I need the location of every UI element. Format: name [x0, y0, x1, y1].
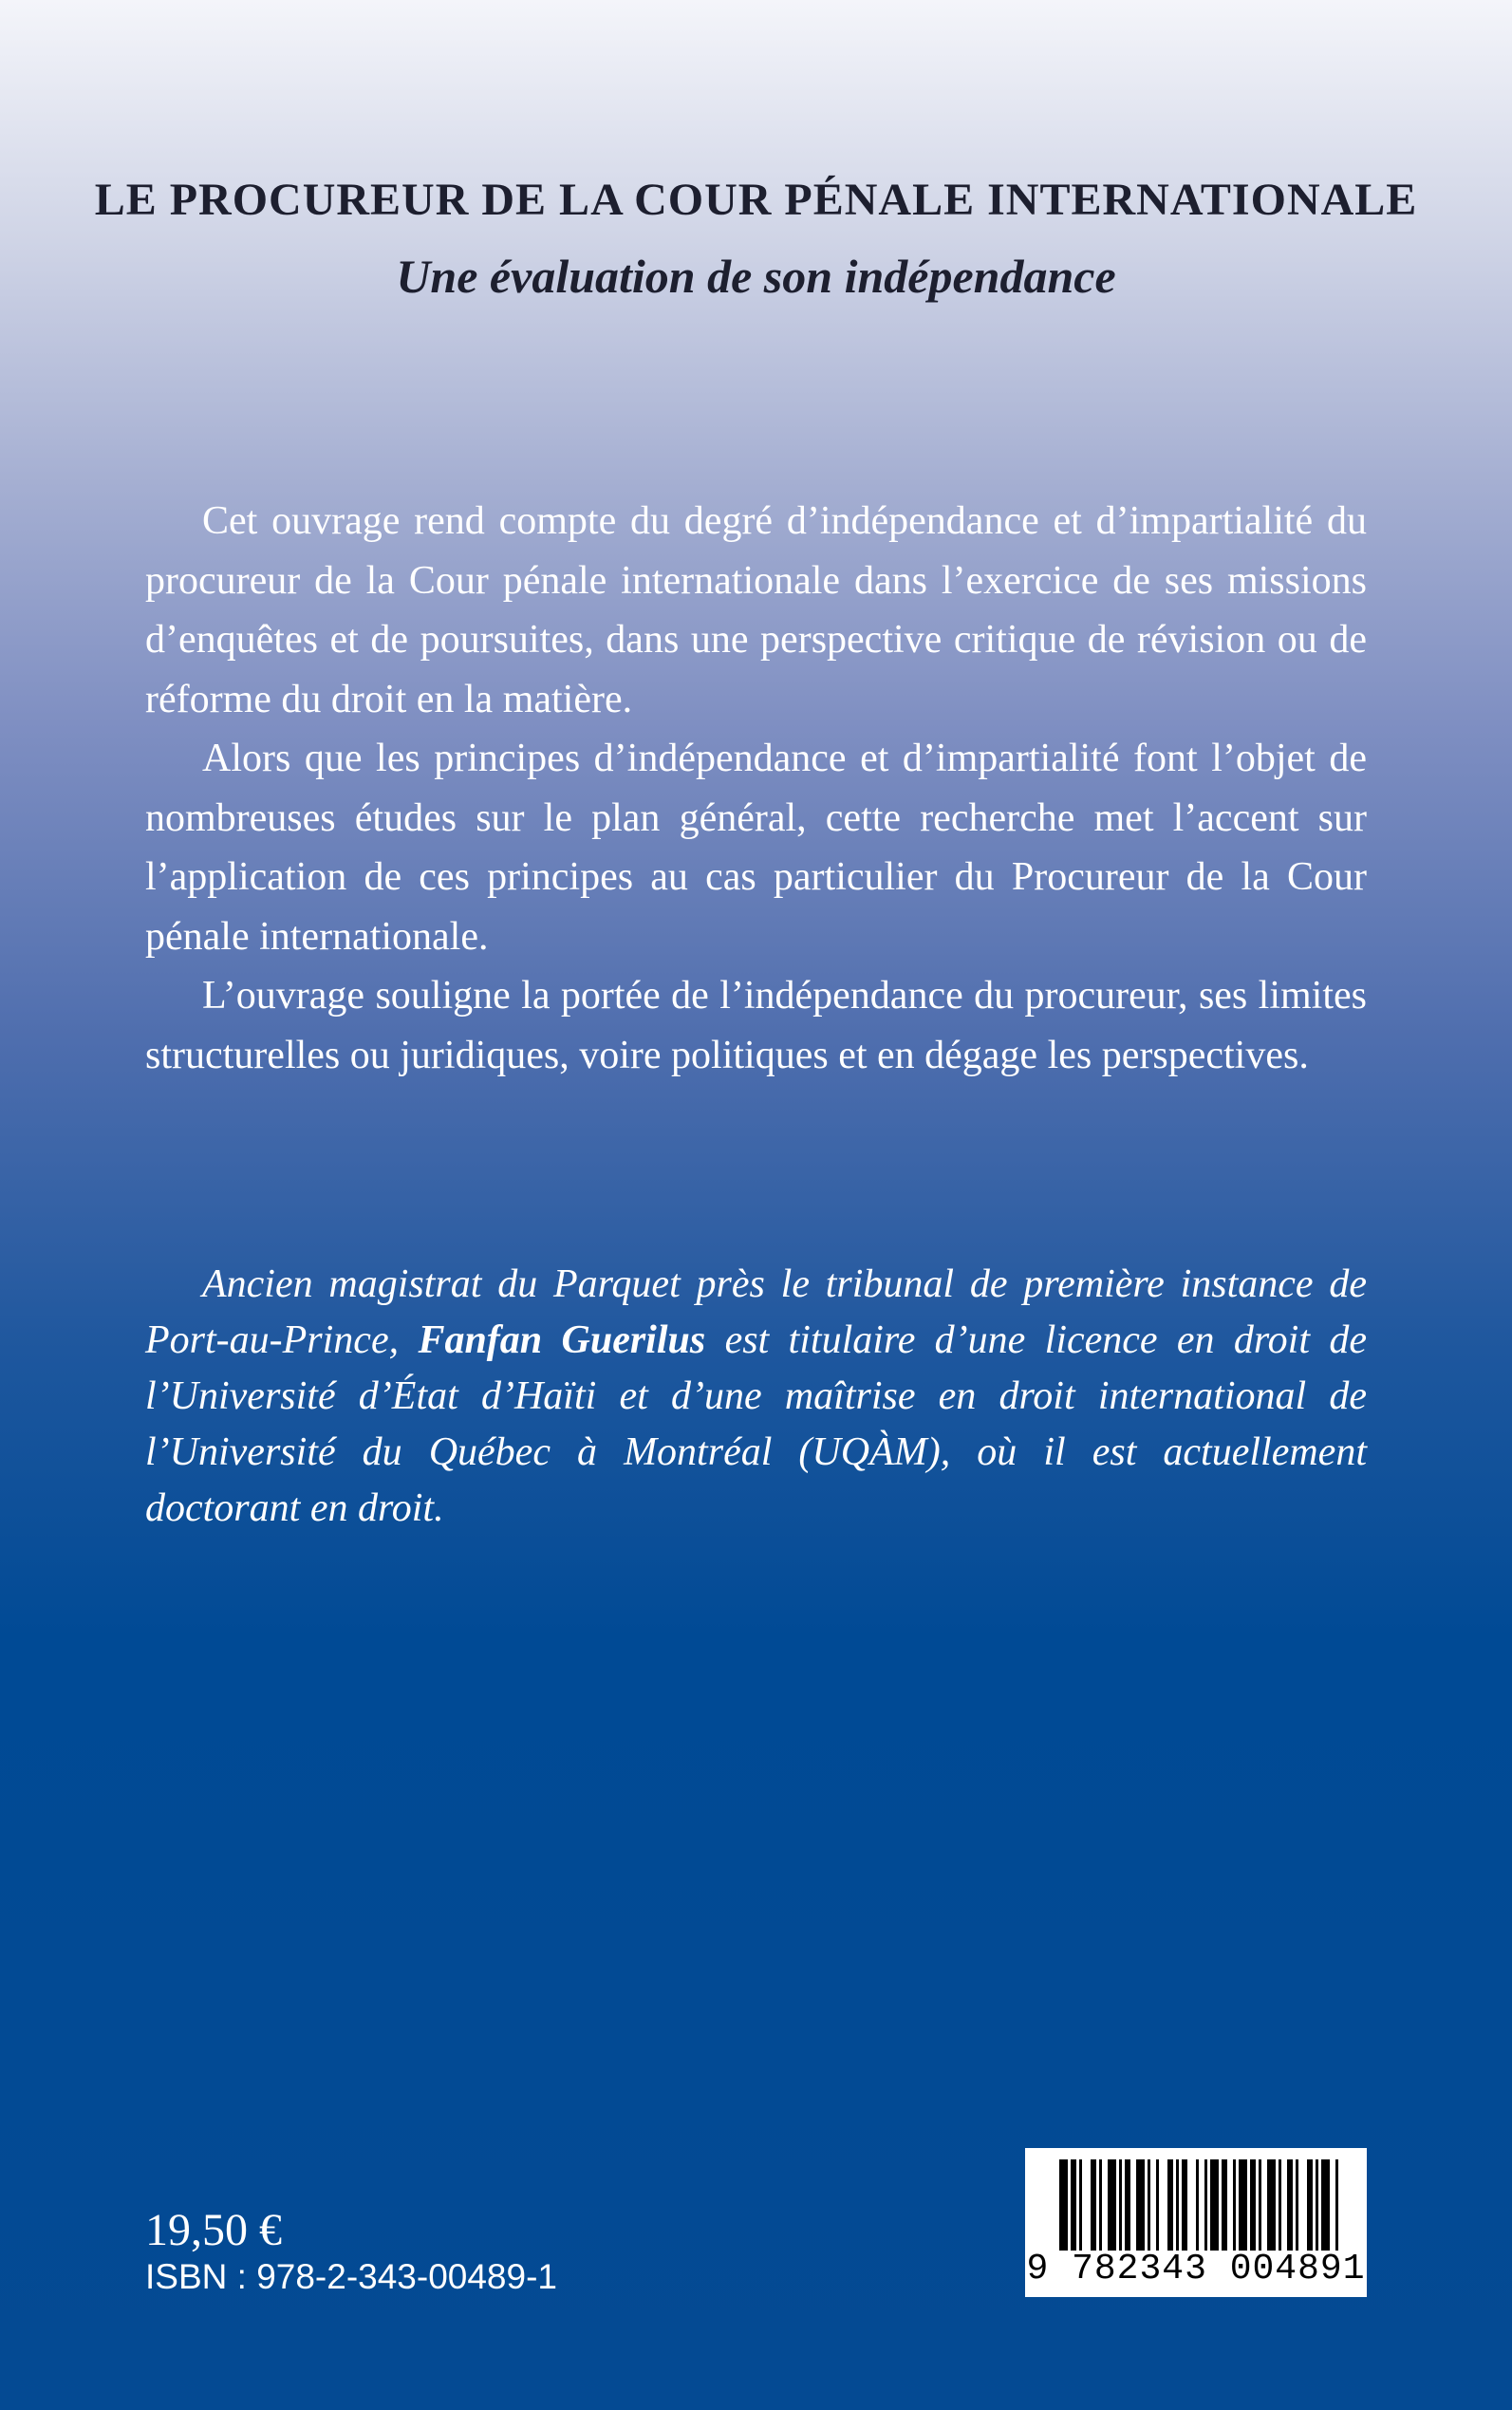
barcode — [1025, 2148, 1367, 2297]
summary-text — [145, 492, 1367, 1085]
author-bio-details: est titulaire d’une licence en droit de l’Université d’État d’Haïti et d’une maîtrise en droit international de l’Université du Québec à Montréal (UQÀM), où il est actuellement doctorant en droit. — [145, 1318, 1367, 1530]
author-bio — [145, 1257, 1367, 1537]
book-subtitle: Une évaluation de son indépendance — [396, 250, 1116, 303]
summary-paragraph: Cet ouvrage rend compte du degré d’indépendance et d’impartialité du procureur de la Cour pénale internationale dans l’exercice de ses missions d’enquêtes et de poursuites, dans une perspective critique de révision ou de réforme du droit en la matière. — [145, 499, 1367, 721]
summary-paragraph: L’ouvrage souligne la portée de l’indépendance du procureur, ses limites structurelles ou juridiques, voire politiques et en dégage les perspectives. — [145, 974, 1367, 1077]
price: 19,50 € — [145, 2205, 282, 2255]
barcode-digits: 9 782343 004891 — [1026, 2249, 1366, 2289]
isbn: ISBN : 978-2-343-00489-1 — [145, 2257, 557, 2296]
author-name: Fanfan Guerilus — [418, 1318, 706, 1362]
book-title: LE PROCUREUR DE LA COUR PÉNALE INTERNATIONALE — [94, 175, 1418, 225]
author-bio-intro: Ancien magistrat du Parquet près le tribunal de première instance de Port-au-Prince, — [145, 1262, 1367, 1362]
summary-paragraph: Alors que les principes d’indépendance et d’impartialité font l’objet de nombreuses études sur le plan général, cette recherche met l’accent sur l’application de ces principes au cas particulier du Procureur de la Cour pénale internationale. — [145, 737, 1367, 959]
